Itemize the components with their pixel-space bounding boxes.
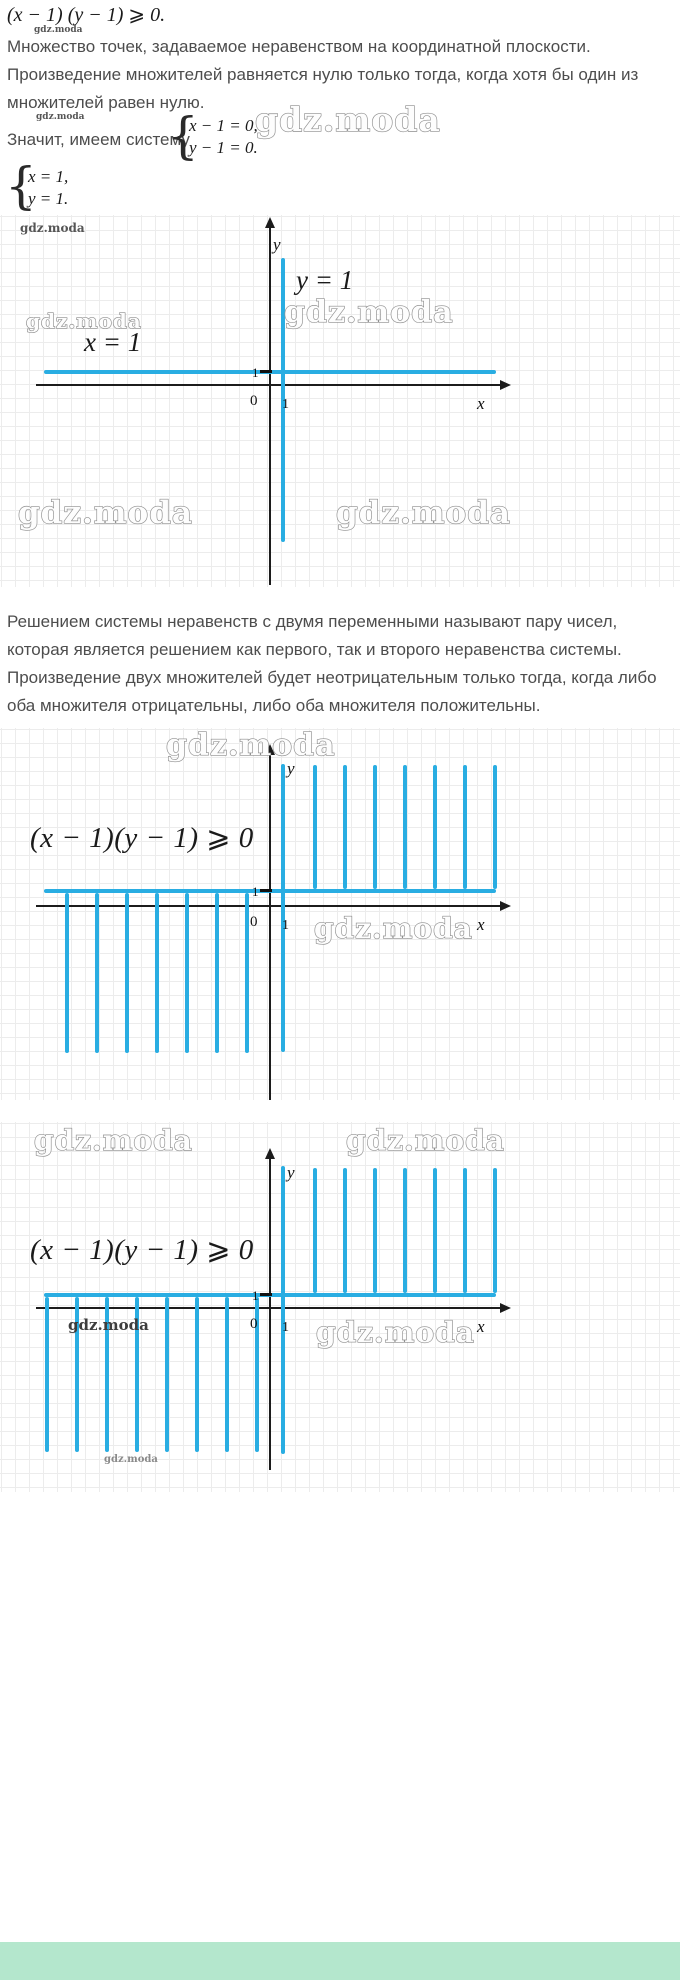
top-formula: (x − 1) (y − 1) ⩾ 0. (7, 4, 166, 26)
tick-mark-y1 (260, 1293, 272, 1296)
x-tick-label-1: 1 (282, 918, 289, 933)
hatch-line (65, 893, 69, 1053)
hatch-line (373, 765, 377, 889)
origin-label: 0 (250, 393, 258, 409)
hatch-line (95, 893, 99, 1053)
hatch-line (463, 765, 467, 889)
origin-label: 0 (250, 1316, 258, 1332)
y-tick-label-1: 1 (252, 884, 259, 899)
x-tick-label-1: 1 (282, 1320, 289, 1335)
watermark: gdz.moda (255, 100, 441, 139)
watermark: gdz.moda (34, 25, 83, 35)
hatch-line (343, 1168, 347, 1293)
hatch-line (125, 893, 129, 1053)
hatch-line (433, 765, 437, 889)
x-axis (36, 905, 502, 907)
tick-mark-y1 (260, 370, 272, 373)
y-tick-label-1: 1 (252, 1288, 259, 1303)
line-x-equals-1 (281, 764, 285, 1052)
watermark: gdz.moda (18, 495, 193, 531)
y-tick-label-1: 1 (252, 365, 259, 380)
system2-equation-2: y = 1. (28, 189, 69, 208)
hatch-line (165, 1297, 169, 1452)
x-axis-label: x (477, 1317, 485, 1336)
hatch-line (493, 1168, 497, 1293)
x-axis-arrow-icon (500, 380, 511, 390)
hatch-line (215, 893, 219, 1053)
hatch-line (313, 1168, 317, 1293)
system-brace: { (5, 157, 37, 215)
bottom-bar[interactable] (0, 1942, 680, 1980)
hatch-line (433, 1168, 437, 1293)
y-axis (269, 1158, 271, 1470)
graph-lines-x1-y1 (0, 215, 680, 587)
hatch-line (155, 893, 159, 1053)
hatch-line (463, 1168, 467, 1293)
y-axis-arrow-icon (265, 217, 275, 228)
watermark: gdz.moda (26, 309, 142, 333)
y-axis-label: y (287, 759, 295, 778)
inequality-formula: (x − 1)(y − 1) ⩾ 0 (30, 822, 254, 854)
x-tick-label-1: 1 (282, 397, 289, 412)
y-axis-label: y (273, 235, 281, 254)
y-axis (269, 227, 271, 585)
watermark: gdz.moda (284, 295, 454, 330)
system2-equation-1: x = 1, (28, 167, 69, 186)
x-axis-label: x (477, 394, 485, 413)
hatch-line (493, 765, 497, 889)
y-axis (269, 754, 271, 1100)
y-axis-label: y (287, 1163, 295, 1182)
graph-inequality-region-1 (0, 728, 680, 1100)
system1-equation-2: y − 1 = 0. (189, 138, 258, 157)
watermark: gdz.moda (34, 1124, 193, 1157)
watermark: gdz.moda (314, 912, 473, 945)
hatch-line (403, 1168, 407, 1293)
x-axis-arrow-icon (500, 901, 511, 911)
x-axis (36, 384, 502, 386)
watermark: gdz.moda (316, 1316, 475, 1349)
watermark: gdz.moda (336, 495, 511, 531)
watermark: gdz.moda (104, 1454, 158, 1465)
hatch-line (225, 1297, 229, 1452)
system-intro-text: Значит, имеем систему (7, 130, 190, 149)
paragraph-multipliers-zero: Множество точек, задаваемое неравенством на координатной плоскости. Произведение множителей равняется нулю только тогда, когда хотя бы один из множителей равен нулю. (7, 37, 639, 112)
graph-inequality-region-2 (0, 1122, 680, 1492)
watermark: gdz.moda (346, 1124, 505, 1157)
x-axis-label: x (477, 915, 485, 934)
label-x-equals-1: x = 1 (84, 327, 142, 357)
hatch-line (45, 1297, 49, 1452)
hatch-line (313, 765, 317, 889)
hatch-line (343, 765, 347, 889)
watermark: gdz.moda (166, 728, 336, 763)
hatch-line (403, 765, 407, 889)
watermark: gdz.moda (68, 1316, 149, 1334)
hatch-line (185, 893, 189, 1053)
inequality-formula: (x − 1)(y − 1) ⩾ 0 (30, 1234, 254, 1266)
watermark: gdz.moda (20, 221, 85, 235)
system-brace: { (167, 107, 199, 165)
label-y-equals-1: y = 1 (296, 265, 354, 295)
hatch-line (373, 1168, 377, 1293)
hatch-line (245, 893, 249, 1053)
y-axis-arrow-icon (265, 1148, 275, 1159)
line-x-equals-1 (281, 1166, 285, 1454)
origin-label: 0 (250, 914, 258, 930)
hatch-line (195, 1297, 199, 1452)
tick-mark-y1 (260, 889, 272, 892)
watermark: gdz.moda (36, 112, 85, 122)
system1-equation-1: x − 1 = 0, (189, 116, 258, 135)
paragraph-system-solution: Решением системы неравенств с двумя переменными называют пару чисел, которая является решением как первого, так и второго неравенства системы. Произведение двух множителей будет неотрицательным только тогда, когда либо оба множителя отрицательны, либо оба множителя положительны. (7, 612, 657, 715)
x-axis-arrow-icon (500, 1303, 511, 1313)
